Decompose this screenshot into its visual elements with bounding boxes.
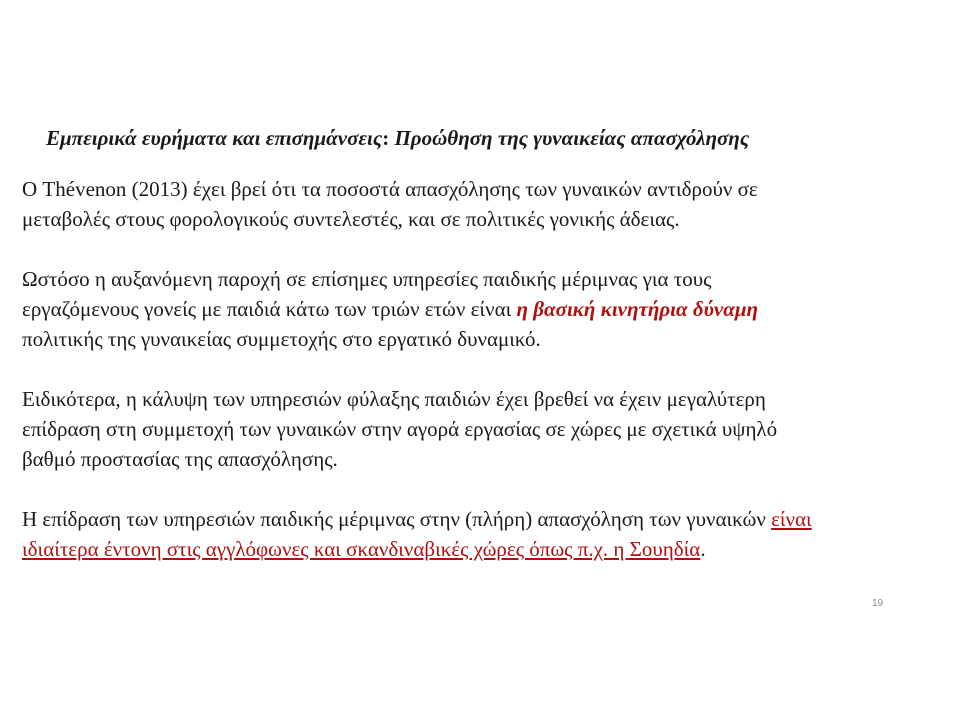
heading-part-2: Προώθηση της γυναικείας απασχόλησης <box>389 126 750 150</box>
page-number: 19 <box>872 598 884 609</box>
heading-part-1: Εμπειρικά ευρήματα και επισημάνσεις <box>46 126 383 150</box>
slide-body <box>22 174 932 594</box>
paragraph-childcare-provision <box>22 264 932 354</box>
paragraph-3-line-1: Ειδικότερα, η κάλυψη των υπηρεσιών φύλαξης παιδιών έχει βρεθεί να έχειν μεγαλύτερη <box>22 387 766 411</box>
paragraph-4-end: . <box>700 537 706 561</box>
key-driving-force-emphasis: η βασική κινητήρια δύναμη <box>516 297 759 321</box>
paragraph-2-line-1: Ωστόσο η αυξανόμενη παροχή σε επίσημες υπηρεσίες παιδικής μέριμνας για τους <box>22 267 712 291</box>
effect-emphasis-continuation: ιδιαίτερα έντονη στις αγγλόφωνες και σκανδιναβικές χώρες όπως π.χ. η Σουηδία <box>22 537 701 561</box>
paragraph-2-line-2: εργαζόμενους γονείς με παιδιά κάτω των τριών ετών είναι <box>22 297 517 321</box>
paragraph-2-line-3: πολιτικής της γυναικείας συμμετοχής στο εργατικό δυναμικό. <box>22 327 541 351</box>
paragraph-1-line-2: μεταβολές στους φορολογικούς συντελεστές, και σε πολιτικές γονικής άδειας. <box>22 207 680 231</box>
heading-colon: : <box>382 126 390 150</box>
paragraph-3-line-2: επίδραση στη συμμετοχή των γυναικών στην αγορά εργασίας σε χώρες με σχετικά υψηλό <box>22 417 778 441</box>
slide-heading <box>46 126 926 151</box>
paragraph-childcare-coverage <box>22 384 932 474</box>
paragraph-3-line-3: βαθμό προστασίας της απασχόλησης. <box>22 447 338 471</box>
paragraph-thevenon <box>22 174 932 234</box>
paragraph-childcare-effect <box>22 504 932 564</box>
paragraph-4-line-1: Η επίδραση των υπηρεσιών παιδικής μέριμνας στην (πλήρη) απασχόληση των γυναικών <box>22 507 772 531</box>
paragraph-1-line-1: Ο Thévenon (2013) έχει βρεί ότι τα ποσοστά απασχόλησης των γυναικών αντιδρούν σε <box>22 177 758 201</box>
effect-emphasis-start: είναι <box>771 507 812 531</box>
